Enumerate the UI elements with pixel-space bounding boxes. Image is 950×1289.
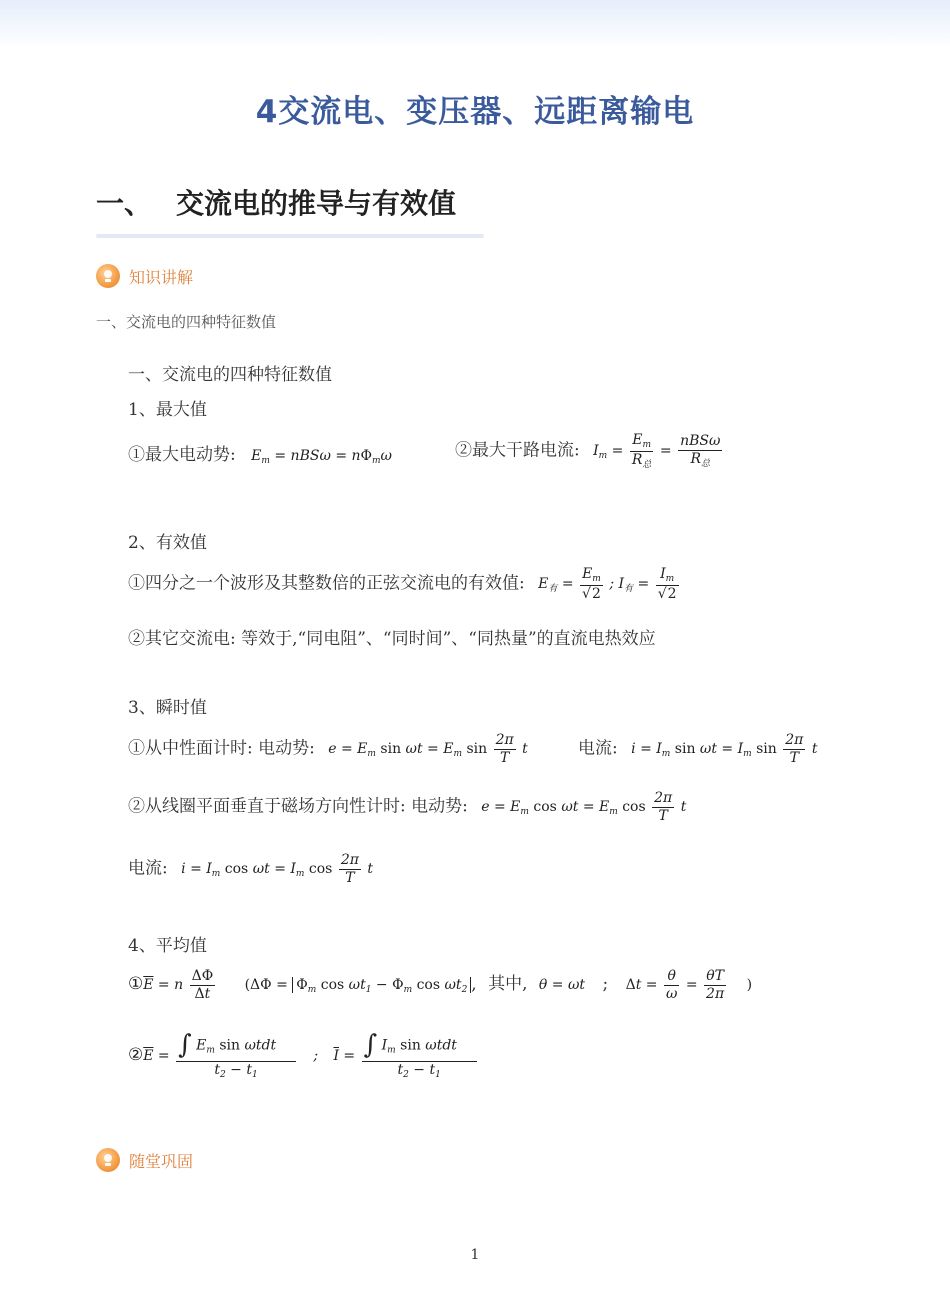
max-emf-label: ①最大电动势: xyxy=(128,445,236,465)
rms-sine-row xyxy=(128,566,681,603)
practice-tag xyxy=(96,1148,193,1172)
neutral-current-row xyxy=(578,732,817,767)
max-current-label: ②最大干路电流: xyxy=(455,440,580,461)
delta-t-formula: Δt = $\frac{\theta}{\omega}$ = $\frac{\theta T}{2\pi}$ ) xyxy=(625,968,753,1002)
average-emf-formula: $①\overline{E} = n$ $\frac{\Delta\Phi}{\Delta t}$ xyxy=(128,968,214,1002)
max-value-heading: 1、最大值 xyxy=(128,400,207,420)
perpendicular-label: ②从线圈平面垂直于磁场方向性计时: 电动势: xyxy=(128,796,468,817)
rms-other-row: ②其它交流电: 等效于,“同电阻”、“同时间”、“同热量”的直流电热效应 xyxy=(128,629,656,649)
average-integral-row xyxy=(128,1030,479,1081)
delta-phi-formula: ($\Delta\Phi = \Phi_m$ $\cos \omega t_1 - \Phi_m$ $\cos \omega t_2$ xyxy=(245,977,472,993)
rms-formula: $E_有$ = $\frac{E_m}{√2}$ ; $I_有$ = $\frac{I_m}{√2}$ xyxy=(538,566,677,602)
max-current-row xyxy=(455,432,724,471)
perpendicular-current-formula: $i = I_m$ $\cos \omega t = I_m$ cos $\frac{2\pi}{T}$ t xyxy=(181,852,374,886)
intro-text: 一、交流电的四种特征数值 xyxy=(96,313,277,331)
knowledge-tag-label: 知识讲解 xyxy=(129,267,194,287)
perpendicular-emf-formula: $e = E_m$ $\cos \omega t = E_m$ cos $\frac{2\pi}{T}$ t xyxy=(481,790,687,824)
perpendicular-row xyxy=(128,790,686,825)
max-emf-formula: $E_m = nBS\omega = n\Phi_m\omega$ xyxy=(251,448,392,466)
neutral-current-label: 电流: xyxy=(578,738,618,759)
average-heading: 4、平均值 xyxy=(128,936,207,956)
rms-sine-label: ①四分之一个波形及其整数倍的正弦交流电的有效值: xyxy=(128,573,525,594)
neutral-plane-label: ①从中性面计时: 电动势: xyxy=(128,738,315,759)
separator-text: ; xyxy=(602,974,609,995)
theta-formula: θ = ωt xyxy=(538,977,586,994)
lightbulb-icon xyxy=(96,264,120,288)
max-emf-row xyxy=(128,440,392,466)
rms-heading: 2、有效值 xyxy=(128,533,207,553)
average-emf-row: $①\overline{E} = n$ $\frac{\Delta\Phi}{\Delta t}$ ($\Delta\Phi = \Phi_m$ $\cos \omega t_1 - \Phi_m$ $\cos \omega t_2$ , 其中, θ = ωt ; Δt = $\frac{\theta}{\omega}$ = $\frac{\theta T}{2\pi}$ ) xyxy=(128,968,753,1002)
page-number: 1 xyxy=(470,1247,480,1263)
document-title: 4交流电、变压器、远距离输电 xyxy=(255,94,695,130)
neutral-plane-row xyxy=(128,732,528,767)
average-emf-integral: $②\overline{E}$ = $\frac{\int E_m \sin \omega tdt}{t_2 - t_1}$ xyxy=(128,1030,294,1081)
max-current-formula: $I_m$ = $\frac{E_m}{R_总}$ = $\frac{\text{nBSω}}{R_总}$ xyxy=(593,432,721,470)
neutral-current-formula: $i = I_m$ $\sin \omega t = I_m$ sin $\frac{2\pi}{T}$ t xyxy=(631,732,818,766)
section-label: 交流电的推导与有效值 xyxy=(176,187,457,220)
neutral-emf-formula: $e = E_m$ $\sin \omega t = E_m$ sin $\frac{2\pi}{T}$ t xyxy=(328,732,528,766)
instantaneous-heading: 3、瞬时值 xyxy=(128,698,207,718)
section-heading xyxy=(96,182,456,222)
top-band xyxy=(0,0,950,48)
section-underline xyxy=(96,234,484,238)
lightbulb-icon xyxy=(96,1148,120,1172)
perpendicular-current-row xyxy=(128,852,373,887)
perpendicular-current-label: 电流: xyxy=(128,858,168,879)
knowledge-tag xyxy=(96,264,193,288)
practice-tag-label: 随堂巩固 xyxy=(129,1151,194,1171)
where-text: 其中, xyxy=(488,974,528,995)
section-number: 一、 xyxy=(96,187,153,220)
average-current-integral: $\overline{I}$ = $\frac{\int I_m \sin \omega tdt}{t_2 - t_1}$ xyxy=(333,1030,475,1081)
subsection-heading: 一、交流电的四种特征数值 xyxy=(128,365,332,385)
integral-separator: ; xyxy=(313,1047,319,1064)
